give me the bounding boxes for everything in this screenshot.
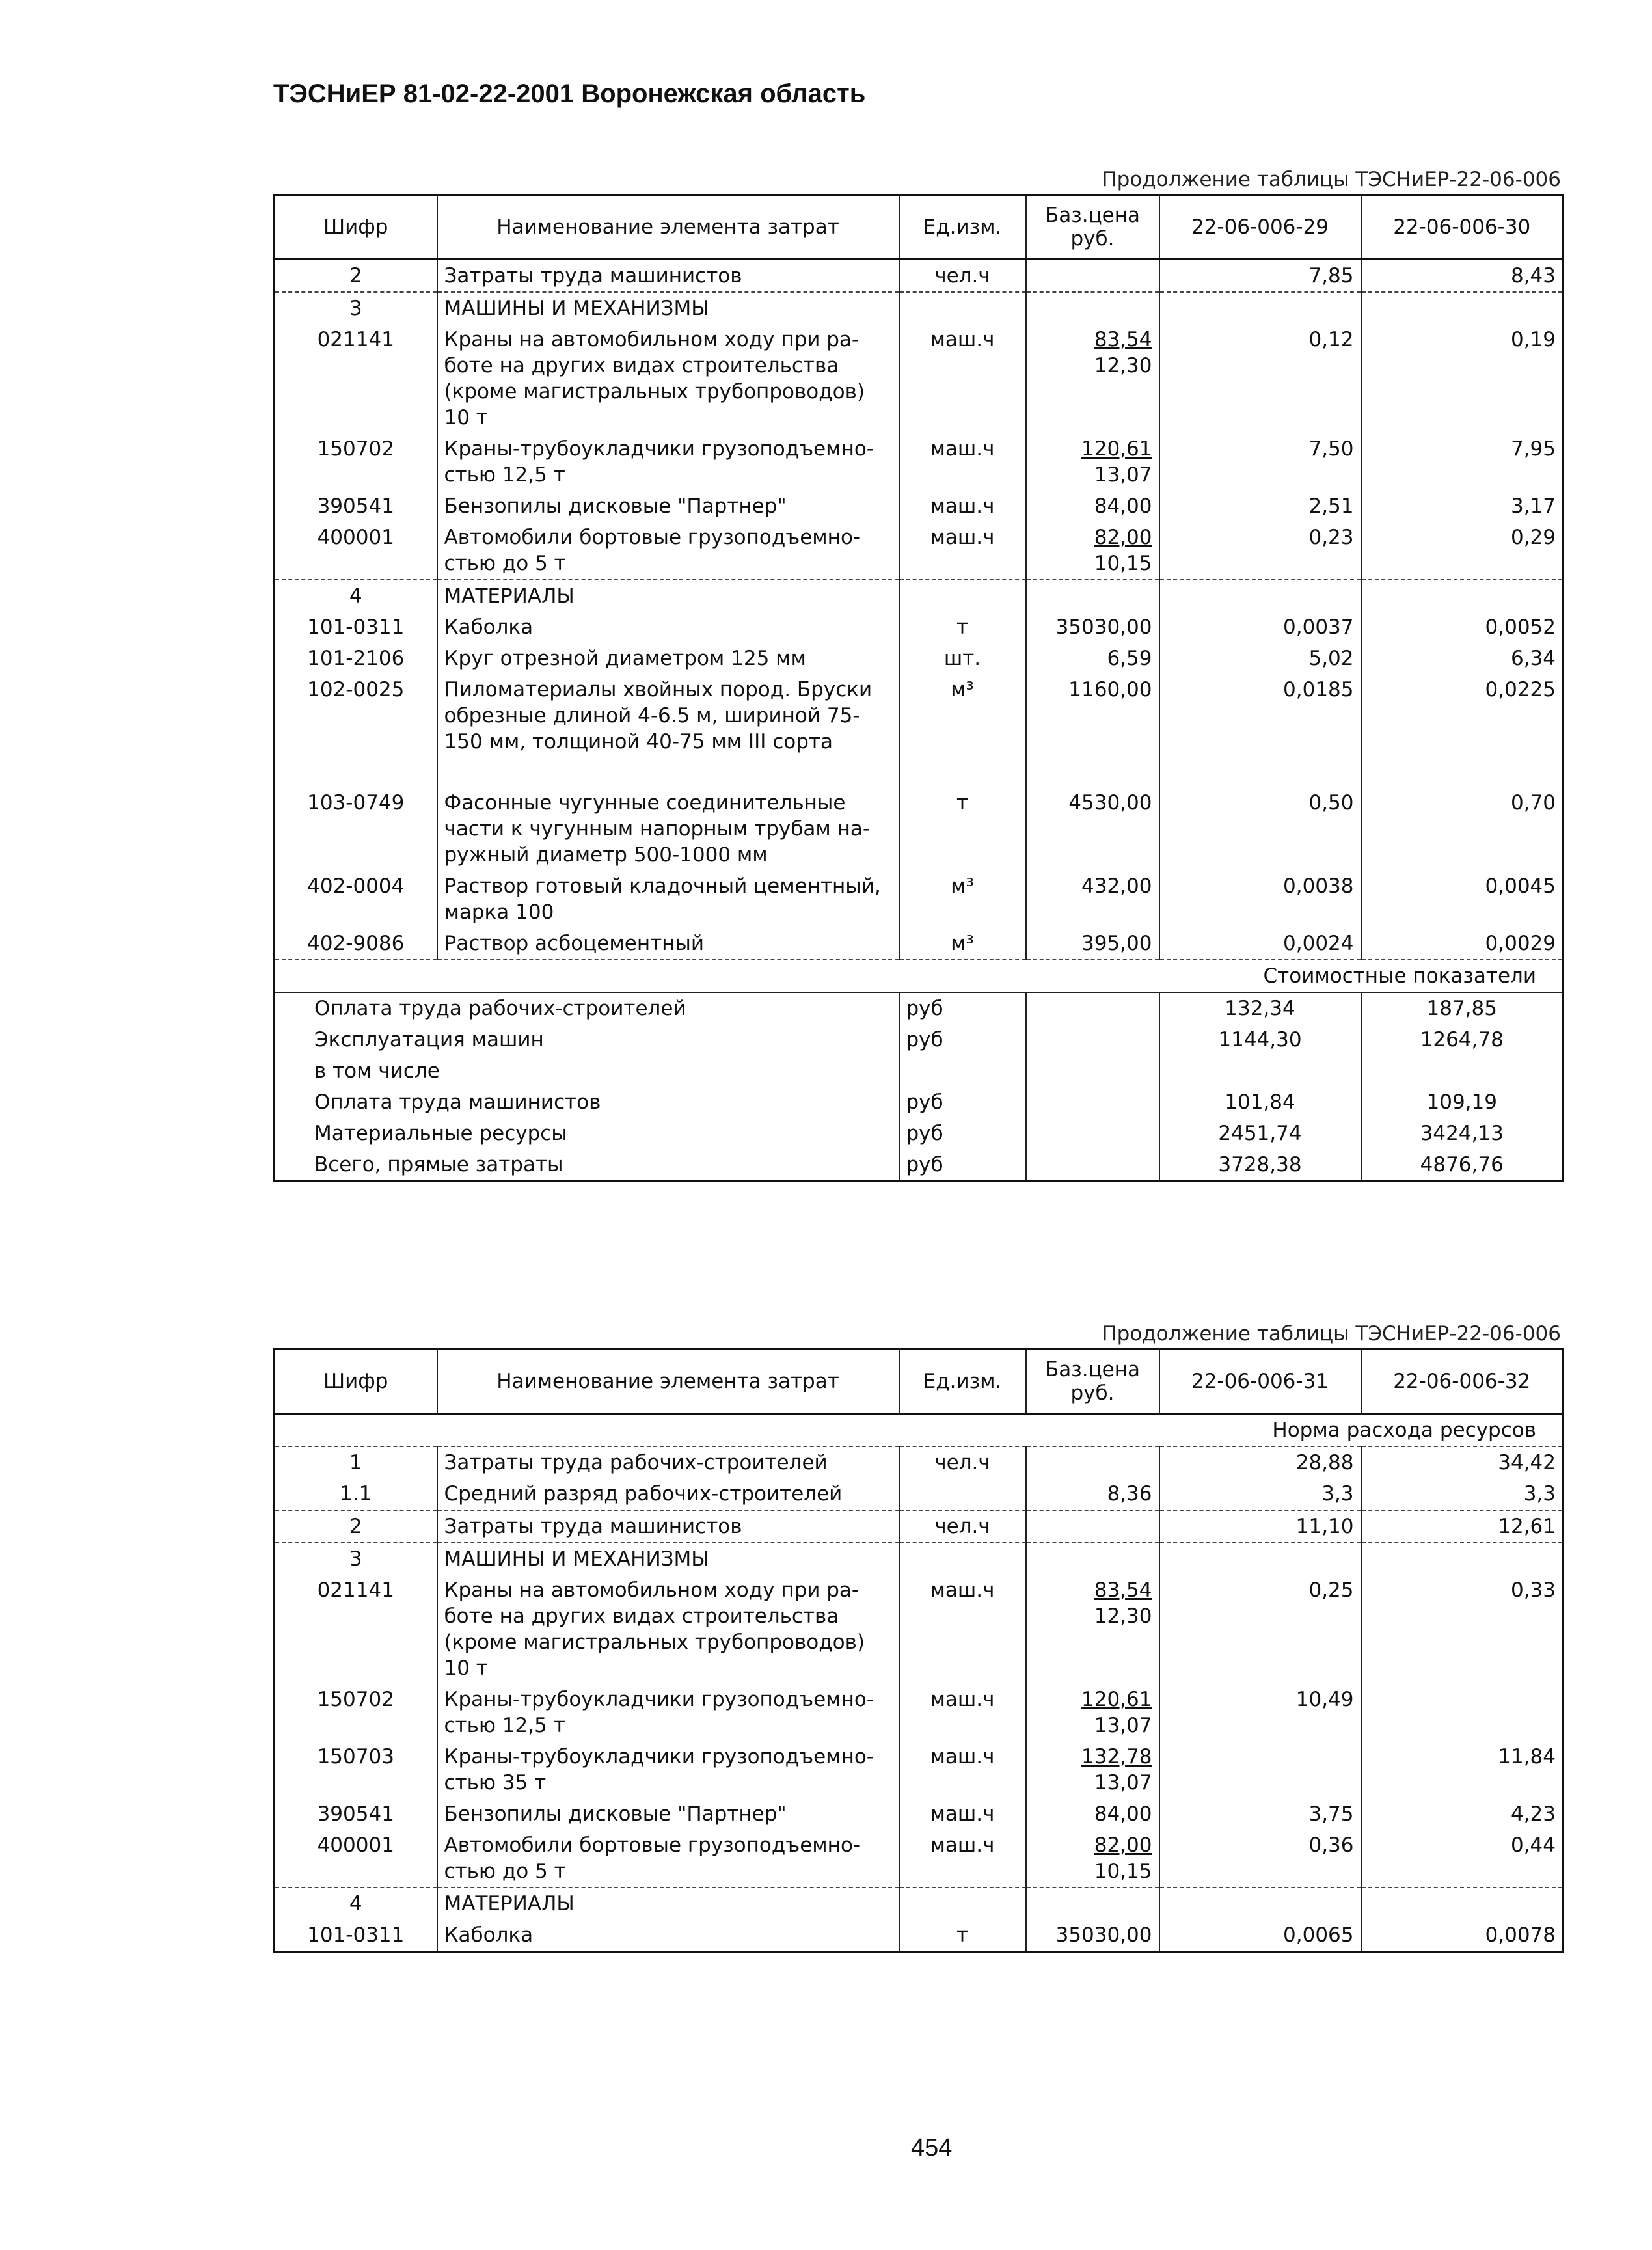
- table-cell: Оплата труда машинистов: [275, 1087, 899, 1118]
- table-cell: 4,23: [1361, 1798, 1564, 1830]
- table-cell: 34,42: [1361, 1446, 1564, 1478]
- cost-section-title-row: [275, 960, 1564, 992]
- col-name-header: Наименование элемента затрат: [437, 195, 899, 260]
- table-row: [275, 643, 1564, 674]
- col-code-header: Шифр: [275, 195, 437, 260]
- table-cell: [1026, 433, 1159, 491]
- price-value: 83,54: [1094, 1579, 1152, 1602]
- norm-section-title-row: [275, 1414, 1564, 1447]
- col-price-header: Баз.цена руб.: [1026, 1349, 1159, 1414]
- table-cell: 10,49: [1159, 1684, 1361, 1741]
- table-cell: Бензопилы дисковые "Партнер": [437, 1798, 899, 1830]
- table-cell: м³: [899, 871, 1026, 928]
- table-cell: [1026, 1830, 1159, 1888]
- table-cell: Затраты труда машинистов: [437, 1510, 899, 1543]
- table-cell: руб: [899, 1024, 1026, 1055]
- table-cell: 0,0065: [1159, 1919, 1361, 1952]
- table-cell: чел.ч: [899, 1446, 1026, 1478]
- table-cell: маш.ч: [899, 1798, 1026, 1830]
- price-value: 132,78: [1081, 1745, 1152, 1769]
- table-cell: т: [899, 1919, 1026, 1952]
- table-cell: шт.: [899, 643, 1026, 674]
- table-cell: [1159, 1543, 1361, 1575]
- price-value: 10,15: [1094, 552, 1152, 575]
- table-row: [275, 928, 1564, 960]
- table-cell: 7,50: [1159, 433, 1361, 491]
- table-cell: Каболка: [437, 612, 899, 643]
- table-cell: [1159, 1888, 1361, 1919]
- table-cell: в том числе: [275, 1055, 899, 1087]
- table-cell: 2: [275, 1510, 437, 1543]
- table-cell: 1160,00: [1026, 674, 1159, 787]
- price-value: 120,61: [1081, 1688, 1152, 1711]
- table-cell: 101-0311: [275, 612, 437, 643]
- table-cell: руб: [899, 992, 1026, 1024]
- table-cell: 11,10: [1159, 1510, 1361, 1543]
- table-cell: 0,70: [1361, 787, 1564, 871]
- table-row: [275, 1478, 1564, 1510]
- table-cell: 150702: [275, 433, 437, 491]
- table-cell: 7,85: [1159, 260, 1361, 293]
- table-cell: [1361, 1543, 1564, 1575]
- table-cell: [1159, 1055, 1361, 1087]
- table-cell: 1: [275, 1446, 437, 1478]
- summary-row: [275, 1118, 1564, 1149]
- table-cell: 4: [275, 1888, 437, 1919]
- table-cell: чел.ч: [899, 260, 1026, 293]
- table-cell: 3: [275, 1543, 437, 1575]
- table-cell: [1026, 1543, 1159, 1575]
- table-cell: 390541: [275, 1798, 437, 1830]
- table-cell: Краны-трубоукладчики грузоподъемно-стью 35 т: [437, 1741, 899, 1798]
- table-cell: [1361, 1888, 1564, 1919]
- table-cell: 8,43: [1361, 260, 1564, 293]
- table-cell: Краны-трубоукладчики грузоподъемно-стью 12,5 т: [437, 1684, 899, 1741]
- table-cell: 400001: [275, 1830, 437, 1888]
- table-cell: Фасонные чугунные соединительные части к чугунным напорным трубам на-ружный диаметр 500-1000 мм: [437, 787, 899, 871]
- table-row: [275, 1830, 1564, 1888]
- price-value: 82,00: [1094, 526, 1152, 549]
- summary-row: [275, 1149, 1564, 1182]
- table-cell: 1144,30: [1159, 1024, 1361, 1055]
- table-row: [275, 787, 1564, 871]
- table-cell: [1026, 1510, 1159, 1543]
- table-cell: [1361, 1055, 1564, 1087]
- table-cell: [899, 1888, 1026, 1919]
- section-header-row: [275, 580, 1564, 612]
- col-a-header: 22-06-006-31: [1159, 1349, 1361, 1414]
- table-cell: 3,75: [1159, 1798, 1361, 1830]
- table-cell: 0,19: [1361, 324, 1564, 433]
- table-cell: Краны на автомобильном ходу при ра-боте на других видах строительства (кроме магистральных трубопроводов) 10 т: [437, 1575, 899, 1684]
- table-row: [275, 612, 1564, 643]
- table-cell: [899, 1478, 1026, 1510]
- table-cell: Пиломатериалы хвойных пород. Бруски обрезные длиной 4-6.5 м, шириной 75-150 мм, толщиной 40-75 мм III сорта: [437, 674, 899, 787]
- col-code-header: Шифр: [275, 1349, 437, 1414]
- table-cell: [1026, 1024, 1159, 1055]
- table-row: [275, 260, 1564, 293]
- page-header: ТЭСНиЕР 81-02-22-2001 Воронежская область: [273, 79, 866, 108]
- table-row: [275, 674, 1564, 787]
- table-cell: чел.ч: [899, 1510, 1026, 1543]
- price-value: 10,15: [1094, 1860, 1152, 1883]
- table-cell: 150703: [275, 1741, 437, 1798]
- table-cell: Автомобили бортовые грузоподъемно-стью до 5 т: [437, 1830, 899, 1888]
- table-cell: маш.ч: [899, 1830, 1026, 1888]
- table-cell: [1026, 260, 1159, 293]
- table-cell: Краны-трубоукладчики грузоподъемно-стью 12,5 т: [437, 433, 899, 491]
- table-row: [275, 1919, 1564, 1952]
- table-row: [275, 1446, 1564, 1478]
- table-cell: 400001: [275, 522, 437, 580]
- table-cell: 0,0078: [1361, 1919, 1564, 1952]
- table-cell: т: [899, 787, 1026, 871]
- table-cell: 102-0025: [275, 674, 437, 787]
- table-row: [275, 1575, 1564, 1684]
- table-cell: Краны на автомобильном ходу при ра-боте на других видах строительства (кроме магистральных трубопроводов) 10 т: [437, 324, 899, 433]
- table-cell: 8,36: [1026, 1478, 1159, 1510]
- table-cell: [1361, 1684, 1564, 1741]
- section-header-row: [275, 1543, 1564, 1575]
- price-value: 83,54: [1094, 328, 1152, 351]
- table-cell: Затраты труда рабочих-строителей: [437, 1446, 899, 1478]
- price-value: 13,07: [1094, 1771, 1152, 1795]
- table-cell: м³: [899, 674, 1026, 787]
- norms-table-1: [273, 194, 1564, 1182]
- continuation-caption: Продолжение таблицы ТЭСНиЕР-22-06-006: [1102, 168, 1561, 191]
- table-cell: 0,0225: [1361, 674, 1564, 787]
- table-row: [275, 1741, 1564, 1798]
- table-cell: 6,34: [1361, 643, 1564, 674]
- table-cell: [1026, 992, 1159, 1024]
- table-cell: 0,50: [1159, 787, 1361, 871]
- table-cell: Материальные ресурсы: [275, 1118, 899, 1149]
- table-cell: 0,0045: [1361, 871, 1564, 928]
- col-price-header: Баз.цена руб.: [1026, 195, 1159, 260]
- table-cell: 109,19: [1361, 1087, 1564, 1118]
- table-cell: 84,00: [1026, 1798, 1159, 1830]
- summary-row: [275, 992, 1564, 1024]
- table-cell: 3424,13: [1361, 1118, 1564, 1149]
- table-cell: [1026, 1888, 1159, 1919]
- summary-row: [275, 1024, 1564, 1055]
- table-cell: [1026, 580, 1159, 612]
- table-cell: [1026, 292, 1159, 324]
- table-cell: 101-2106: [275, 643, 437, 674]
- table-cell: 3728,38: [1159, 1149, 1361, 1182]
- table-cell: 101,84: [1159, 1087, 1361, 1118]
- table-cell: 35030,00: [1026, 612, 1159, 643]
- table-cell: 3,17: [1361, 491, 1564, 522]
- table-cell: маш.ч: [899, 324, 1026, 433]
- table-row: [275, 433, 1564, 491]
- table-cell: [1026, 1684, 1159, 1741]
- section-header-row: [275, 292, 1564, 324]
- table-cell: [899, 292, 1026, 324]
- table-cell: [1026, 522, 1159, 580]
- price-value: 120,61: [1081, 437, 1152, 461]
- table-row: [275, 1510, 1564, 1543]
- table-cell: Бензопилы дисковые "Партнер": [437, 491, 899, 522]
- table-cell: руб: [899, 1087, 1026, 1118]
- table-cell: маш.ч: [899, 491, 1026, 522]
- table-cell: 3: [275, 292, 437, 324]
- table-cell: МАТЕРИАЛЫ: [437, 1888, 899, 1919]
- col-a-header: 22-06-006-29: [1159, 195, 1361, 260]
- table-cell: 4: [275, 580, 437, 612]
- table-cell: 021141: [275, 324, 437, 433]
- table-header-row: [275, 195, 1564, 260]
- table-cell: 0,23: [1159, 522, 1361, 580]
- table-cell: 3,3: [1159, 1478, 1361, 1510]
- table-cell: 0,0024: [1159, 928, 1361, 960]
- table-cell: 395,00: [1026, 928, 1159, 960]
- table-cell: Раствор готовый кладочный цементный, марка 100: [437, 871, 899, 928]
- table-cell: Автомобили бортовые грузоподъемно-стью до 5 т: [437, 522, 899, 580]
- table-cell: Эксплуатация машин: [275, 1024, 899, 1055]
- price-value: 13,07: [1094, 1714, 1152, 1737]
- table-cell: 2: [275, 260, 437, 293]
- table-cell: 101-0311: [275, 1919, 437, 1952]
- col-unit-header: Ед.изм.: [899, 195, 1026, 260]
- col-b-header: 22-06-006-32: [1361, 1349, 1564, 1414]
- table-cell: м³: [899, 928, 1026, 960]
- table-cell: [899, 1055, 1026, 1087]
- table-cell: Оплата труда рабочих-строителей: [275, 992, 899, 1024]
- col-unit-header: Ед.изм.: [899, 1349, 1026, 1414]
- table-cell: маш.ч: [899, 1741, 1026, 1798]
- section-header-row: [275, 1888, 1564, 1919]
- table-cell: Норма расхода ресурсов: [275, 1414, 1564, 1447]
- table-cell: 28,88: [1159, 1446, 1361, 1478]
- table-cell: Каболка: [437, 1919, 899, 1952]
- table-header-row: [275, 1349, 1564, 1414]
- table-cell: 0,25: [1159, 1575, 1361, 1684]
- table-cell: 4530,00: [1026, 787, 1159, 871]
- table-cell: 150702: [275, 1684, 437, 1741]
- table-cell: [1026, 1575, 1159, 1684]
- table-cell: [1026, 1149, 1159, 1182]
- summary-row: [275, 1087, 1564, 1118]
- table-cell: 1264,78: [1361, 1024, 1564, 1055]
- table-cell: 0,0185: [1159, 674, 1361, 787]
- table-cell: 6,59: [1026, 643, 1159, 674]
- table-cell: 132,34: [1159, 992, 1361, 1024]
- table-cell: 187,85: [1361, 992, 1564, 1024]
- table-row: [275, 522, 1564, 580]
- table-row: [275, 491, 1564, 522]
- table-cell: [1361, 292, 1564, 324]
- table-cell: 103-0749: [275, 787, 437, 871]
- table-cell: [1159, 1741, 1361, 1798]
- table-cell: Всего, прямые затраты: [275, 1149, 899, 1182]
- table-cell: [1026, 1087, 1159, 1118]
- table-cell: маш.ч: [899, 433, 1026, 491]
- table-cell: [1159, 580, 1361, 612]
- table-cell: маш.ч: [899, 1684, 1026, 1741]
- table-cell: 5,02: [1159, 643, 1361, 674]
- table-cell: руб: [899, 1118, 1026, 1149]
- table-cell: 0,12: [1159, 324, 1361, 433]
- table-cell: Средний разряд рабочих-строителей: [437, 1478, 899, 1510]
- table-cell: 402-0004: [275, 871, 437, 928]
- table-cell: 0,0038: [1159, 871, 1361, 928]
- table-cell: 2451,74: [1159, 1118, 1361, 1149]
- table-cell: маш.ч: [899, 1575, 1026, 1684]
- table-cell: 402-9086: [275, 928, 437, 960]
- table-cell: 0,0052: [1361, 612, 1564, 643]
- table-cell: 0,44: [1361, 1830, 1564, 1888]
- table-cell: [899, 1543, 1026, 1575]
- table-cell: [1026, 1055, 1159, 1087]
- table-row: [275, 1798, 1564, 1830]
- table-cell: 0,33: [1361, 1575, 1564, 1684]
- table-cell: 7,95: [1361, 433, 1564, 491]
- table-cell: 1.1: [275, 1478, 437, 1510]
- table-cell: МАШИНЫ И МЕХАНИЗМЫ: [437, 1543, 899, 1575]
- table-cell: 3,3: [1361, 1478, 1564, 1510]
- table-cell: 35030,00: [1026, 1919, 1159, 1952]
- table-cell: 12,61: [1361, 1510, 1564, 1543]
- norms-table-2: [273, 1348, 1564, 1953]
- table-row: [275, 1684, 1564, 1741]
- table-cell: МАШИНЫ И МЕХАНИЗМЫ: [437, 292, 899, 324]
- summary-row: [275, 1055, 1564, 1087]
- table-row: [275, 324, 1564, 433]
- table-cell: 11,84: [1361, 1741, 1564, 1798]
- table-cell: 2,51: [1159, 491, 1361, 522]
- table-cell: 390541: [275, 491, 437, 522]
- continuation-caption: Продолжение таблицы ТЭСНиЕР-22-06-006: [1102, 1322, 1561, 1346]
- table-cell: руб: [899, 1149, 1026, 1182]
- table-cell: 432,00: [1026, 871, 1159, 928]
- table-cell: [1026, 324, 1159, 433]
- table-row: [275, 871, 1564, 928]
- table-cell: 021141: [275, 1575, 437, 1684]
- table-cell: [1361, 580, 1564, 612]
- table-cell: 0,36: [1159, 1830, 1361, 1888]
- table-cell: т: [899, 612, 1026, 643]
- table-cell: 4876,76: [1361, 1149, 1564, 1182]
- price-value: 12,30: [1094, 1605, 1152, 1628]
- table-cell: [1026, 1741, 1159, 1798]
- table-cell: 84,00: [1026, 491, 1159, 522]
- table-cell: [1026, 1446, 1159, 1478]
- table-cell: маш.ч: [899, 522, 1026, 580]
- col-name-header: Наименование элемента затрат: [437, 1349, 899, 1414]
- table-cell: [1026, 1118, 1159, 1149]
- table-cell: МАТЕРИАЛЫ: [437, 580, 899, 612]
- page-number: 454: [911, 2134, 953, 2162]
- table-cell: [1159, 292, 1361, 324]
- price-value: 82,00: [1094, 1834, 1152, 1857]
- col-b-header: 22-06-006-30: [1361, 195, 1564, 260]
- price-value: 12,30: [1094, 354, 1152, 377]
- table-cell: Круг отрезной диаметром 125 мм: [437, 643, 899, 674]
- table-cell: Раствор асбоцементный: [437, 928, 899, 960]
- table-cell: Затраты труда машинистов: [437, 260, 899, 293]
- price-value: 13,07: [1094, 463, 1152, 487]
- table-cell: 0,0037: [1159, 612, 1361, 643]
- table-cell: [899, 580, 1026, 612]
- table-cell: 0,0029: [1361, 928, 1564, 960]
- table-cell: 0,29: [1361, 522, 1564, 580]
- table-cell: Стоимостные показатели: [275, 960, 1564, 992]
